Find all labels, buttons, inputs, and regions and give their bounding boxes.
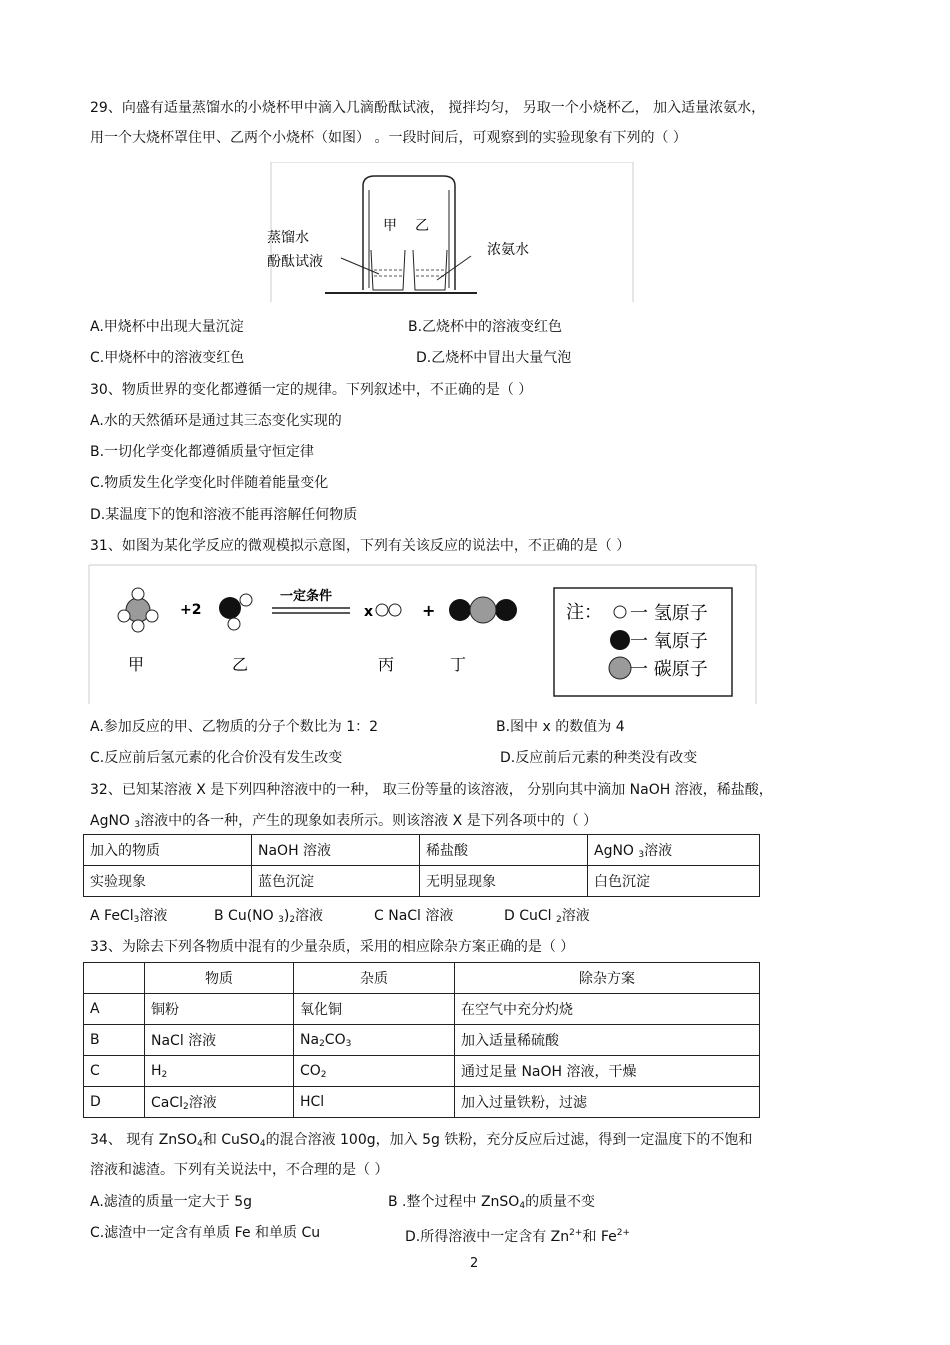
table-cell: C bbox=[84, 1056, 145, 1087]
table-row bbox=[84, 866, 760, 897]
table-cell: CaCl$_2$溶液 bbox=[145, 1087, 294, 1118]
q30-option-b: B.一切化学变化都遵循质量守恒定律 bbox=[90, 444, 315, 460]
label-jia: 甲 bbox=[383, 218, 397, 234]
table-header: 杂质 bbox=[294, 963, 455, 994]
q31-reaction-figure bbox=[88, 564, 758, 706]
table-cell: 氧化铜 bbox=[294, 994, 455, 1025]
q31-legend-hydrogen: 一 氢原子 bbox=[630, 603, 708, 624]
q33-table bbox=[83, 962, 760, 1118]
label-distilled-water: 蒸馏水 bbox=[267, 230, 309, 246]
q31-label-ding: 丁 bbox=[450, 655, 467, 674]
table-cell: $CO_2$ bbox=[294, 1056, 455, 1087]
q29-stem-line2: 用一个大烧杯罩住甲、乙两个小烧杯（如图） 。一段时间后，可观察到的实验现象有下列的（ ） bbox=[90, 130, 687, 146]
q32-stem-line1: 32、已知某溶液 X 是下列四种溶液中的一种， 取三份等量的该溶液， 分别向其中滴加 NaOH 溶液，稀盐酸， bbox=[90, 782, 773, 798]
q30-stem: 30、物质世界的变化都遵循一定的规律。下列叙述中，不正确的是（ ） bbox=[90, 382, 533, 398]
table-cell: 在空气中充分灼烧 bbox=[455, 994, 760, 1025]
q32-option-c: C NaCl 溶液 bbox=[374, 908, 454, 924]
q34-option-d: D.所得溶液中一定含有 $Zn^{2+}$和 $Fe^{2+}$ bbox=[405, 1228, 631, 1245]
q31-condition: 一定条件 bbox=[280, 589, 333, 604]
table-cell: $H_2$ bbox=[145, 1056, 294, 1087]
q29-beaker-figure bbox=[265, 162, 640, 307]
q29-option-d: D.乙烧杯中冒出大量气泡 bbox=[416, 350, 572, 366]
q34-stem-line1: 34、 现有 ZnSO$_4$和 CuSO$_4$的混合溶液 100g，加入 5g 铁粉，充分反应后过滤，得到一定温度下的不饱和 bbox=[90, 1132, 753, 1149]
table-row bbox=[84, 835, 760, 866]
q31-option-b: B.图中 x 的数值为 4 bbox=[496, 719, 625, 735]
q34-option-b: B .整个过程中 ZnSO$_4$的质量不变 bbox=[388, 1194, 596, 1211]
q32-table bbox=[83, 834, 760, 897]
q30-option-d: D.某温度下的饱和溶液不能再溶解任何物质 bbox=[90, 507, 358, 523]
table-cell: 蓝色沉淀 bbox=[252, 866, 420, 897]
table-cell: 铜粉 bbox=[145, 994, 294, 1025]
q30-option-a: A.水的天然循环是通过其三态变化实现的 bbox=[90, 413, 342, 429]
q31-plus: + bbox=[422, 601, 436, 620]
table-cell: 稀盐酸 bbox=[420, 835, 588, 866]
q34-option-c: C.滤渣中一定含有单质 Fe 和单质 Cu bbox=[90, 1225, 321, 1241]
q31-legend-carbon: 一 碳原子 bbox=[630, 659, 708, 680]
table-row bbox=[84, 1056, 760, 1087]
table-cell: NaOH 溶液 bbox=[252, 835, 420, 866]
table-cell: $Na_2CO_3$ bbox=[294, 1025, 455, 1056]
q31-option-c: C.反应前后氢元素的化合价没有发生改变 bbox=[90, 750, 343, 766]
q31-legend-oxygen: 一 氧原子 bbox=[630, 631, 708, 652]
table-cell: A bbox=[84, 994, 145, 1025]
table-cell: D bbox=[84, 1087, 145, 1118]
table-cell: 无明显现象 bbox=[420, 866, 588, 897]
table-cell: 加入过量铁粉，过滤 bbox=[455, 1087, 760, 1118]
table-cell: AgNO $_3$溶液 bbox=[588, 835, 760, 866]
q32-stem-line2: AgNO $_3$溶液中的各一种，产生的现象如表所示。则该溶液 X 是下列各项中的（ ） bbox=[90, 813, 598, 830]
q34-stem-line2: 溶液和滤渣。下列有关说法中，不合理的是（ ） bbox=[90, 1162, 389, 1178]
q32-option-a: A FeCl$_3$溶液 bbox=[90, 908, 168, 925]
table-row bbox=[84, 1025, 760, 1056]
q29-option-a: A.甲烧杯中出现大量沉淀 bbox=[90, 319, 244, 335]
q31-note-prefix: 注： bbox=[566, 602, 602, 623]
table-row bbox=[84, 994, 760, 1025]
table-cell: 通过足量 NaOH 溶液，干燥 bbox=[455, 1056, 760, 1087]
q31-plus2: +2 bbox=[180, 602, 202, 618]
table-cell: B bbox=[84, 1025, 145, 1056]
q31-option-a: A.参加反应的甲、乙物质的分子个数比为 1：2 bbox=[90, 719, 379, 735]
q29-option-c: C.甲烧杯中的溶液变红色 bbox=[90, 350, 245, 366]
table-cell: 白色沉淀 bbox=[588, 866, 760, 897]
table-cell: 实验现象 bbox=[84, 866, 252, 897]
q31-label-jia: 甲 bbox=[128, 655, 145, 674]
q32-option-d: D CuCl $_2$溶液 bbox=[504, 908, 590, 925]
label-yi: 乙 bbox=[415, 218, 429, 234]
q30-option-c: C.物质发生化学变化时伴随着能量变化 bbox=[90, 475, 329, 491]
q33-stem: 33、为除去下列各物质中混有的少量杂质，采用的相应除杂方案正确的是（ ） bbox=[90, 939, 575, 955]
table-header: 除杂方案 bbox=[455, 963, 760, 994]
table-header: 物质 bbox=[145, 963, 294, 994]
q34-option-a: A.滤渣的质量一定大于 5g bbox=[90, 1194, 253, 1210]
table-cell: HCl bbox=[294, 1087, 455, 1118]
table-cell: 加入适量稀硫酸 bbox=[455, 1025, 760, 1056]
q29-option-b: B.乙烧杯中的溶液变红色 bbox=[408, 319, 563, 335]
q31-x-label: x bbox=[364, 604, 374, 620]
label-ammonia: 浓氨水 bbox=[487, 242, 529, 258]
q29-stem-line1: 29、向盛有适量蒸馏水的小烧杯甲中滴入几滴酚酞试液， 搅拌均匀， 另取一个小烧杯乙， 加入适量浓氨水， bbox=[90, 100, 766, 116]
table-cell: NaCl 溶液 bbox=[145, 1025, 294, 1056]
page-number: 2 bbox=[470, 1256, 479, 1271]
q31-option-d: D.反应前后元素的种类没有改变 bbox=[500, 750, 698, 766]
q31-label-yi: 乙 bbox=[232, 655, 249, 674]
table-cell: 加入的物质 bbox=[84, 835, 252, 866]
table-row bbox=[84, 963, 760, 994]
q31-label-bing: 丙 bbox=[378, 655, 395, 674]
label-phenolphthalein: 酚酞试液 bbox=[267, 254, 323, 270]
q31-stem: 31、如图为某化学反应的微观模拟示意图，下列有关该反应的说法中，不正确的是（ ） bbox=[90, 538, 631, 554]
table-cell bbox=[84, 963, 145, 994]
q32-option-b: B Cu(NO $_3)_2$溶液 bbox=[214, 908, 324, 925]
table-row bbox=[84, 1087, 760, 1118]
